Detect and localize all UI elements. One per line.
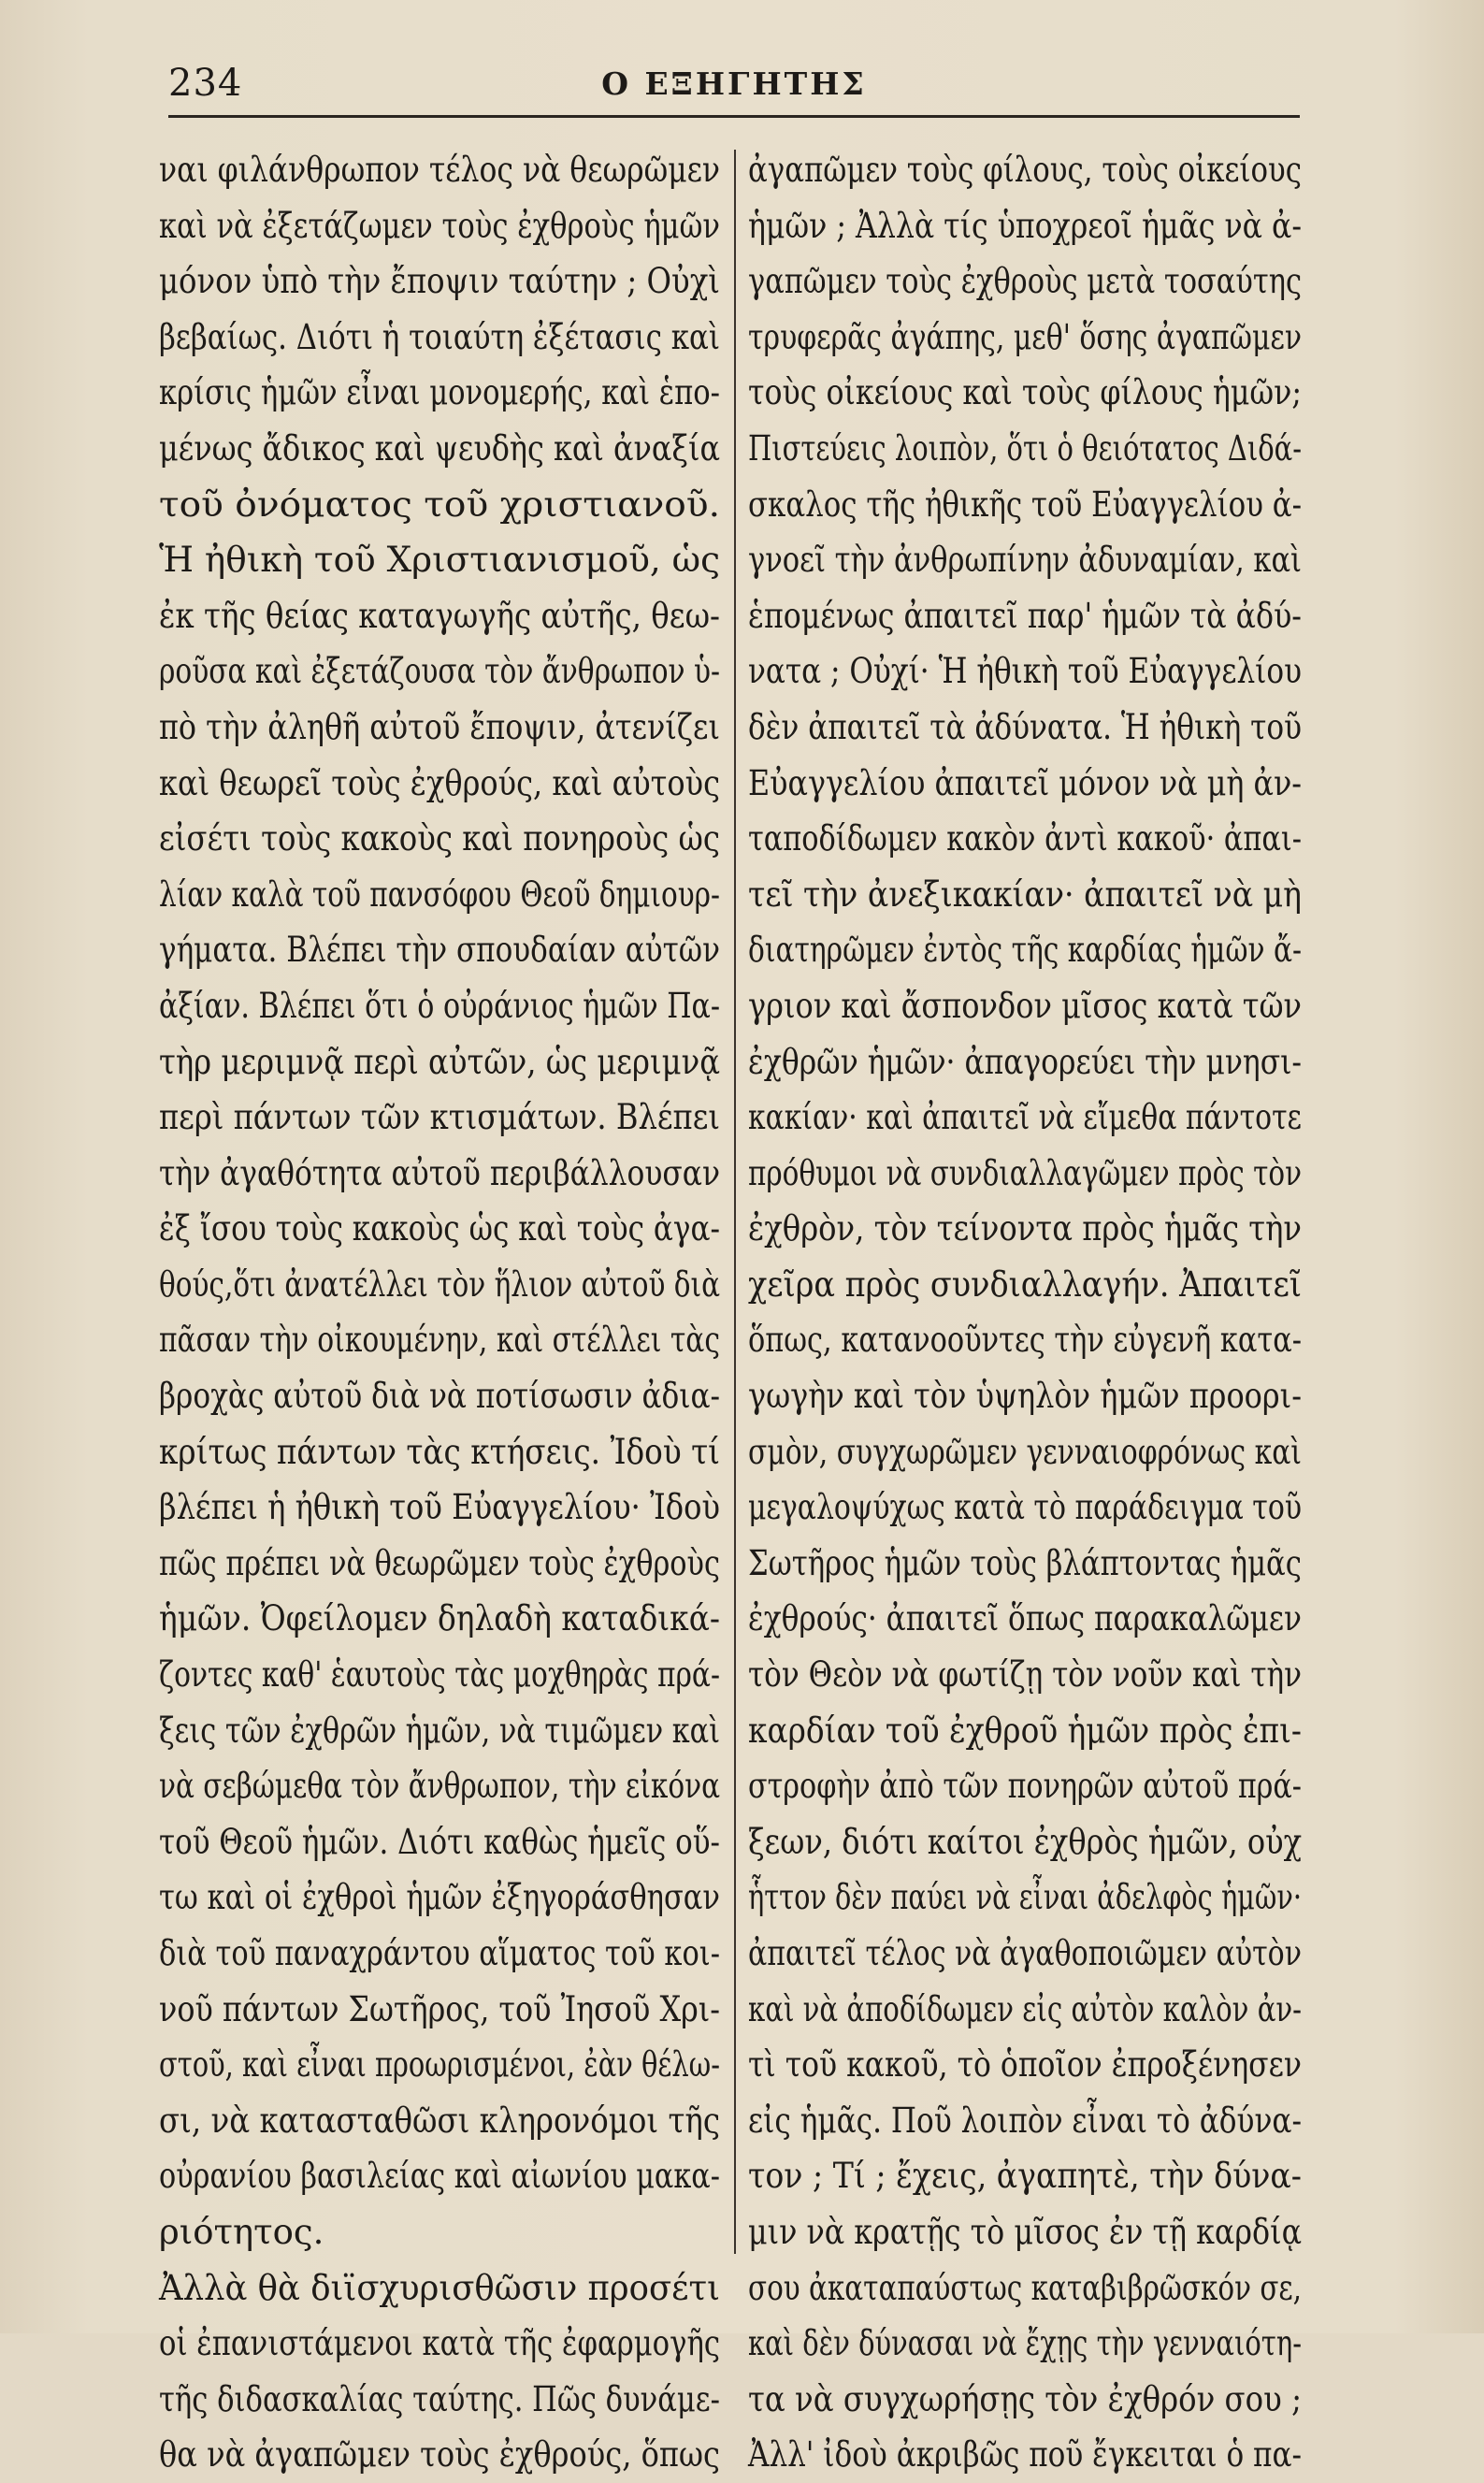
text-line: τρυφερᾶς ἀγάπης, μεθ' ὅσης ἀγαπῶμεν [748,316,1302,357]
text-line: ὅπως, κατανοοῦντες τὴν εὐγενῆ κατα- [748,1320,1302,1361]
text-line: τῆς διδασκαλίας ταύτης. Πῶς δυνάμε- [159,2378,720,2419]
text-line: τὸν Θεὸν νὰ φωτίζῃ τὸν νοῦν καὶ τὴν [748,1654,1302,1696]
text-line: ἐχθρῶν ἡμῶν· ἀπαγορεύει τὴν μνησι- [748,1041,1302,1082]
text-line: ξεις τῶν ἐχθρῶν ἡμῶν, νὰ τιμῶμεν καὶ [159,1710,720,1751]
text-line: οὐρανίου βασιλείας καὶ αἰωνίου μακα- [159,2156,720,2197]
text-line: πρόθυμοι νὰ συνδιαλλαγῶμεν πρὸς τὸν [748,1152,1302,1193]
text-line: ζοντες καθ' ἑαυτοὺς τὰς μοχθηρὰς πρά- [159,1654,720,1696]
text-line: ναι φιλάνθρωπον τέλος νὰ θεωρῶμεν [159,150,720,190]
text-line: καὶ θεωρεῖ τοὺς ἐχθρούς, καὶ αὐτοὺς [159,762,720,803]
running-title: Ο ΕΞΗΓΗΤΗΣ [601,65,867,102]
text-line: νατα ; Οὐχί· Ἡ ἠθικὴ τοῦ Εὐαγγελίου [748,651,1302,692]
text-line: Εὐαγγελίου ἀπαιτεῖ μόνον νὰ μὴ ἀν- [748,762,1302,803]
text-line: γνοεῖ τὴν ἀνθρωπίνην ἀδυναμίαν, καὶ [748,540,1302,581]
text-line: τὴρ μεριμνᾷ περὶ αὐτῶν, ὡς μεριμνᾷ [159,1041,720,1082]
text-line: μεγαλοψύχως κατὰ τὸ παράδειγμα τοῦ [748,1487,1302,1528]
text-line: ἐχθρὸν, τὸν τείνοντα πρὸς ἡμᾶς τὴν [748,1208,1302,1249]
text-line: νὰ σεβώμεθα τὸν ἄνθρωπον, τὴν εἰκόνα [159,1766,720,1807]
text-line: Ἡ ἠθικὴ τοῦ Χριστιανισμοῦ, ὡς [159,540,720,581]
text-line: ἐκ τῆς θείας καταγωγῆς αὐτῆς, θεω- [159,595,720,636]
text-line: καὶ δὲν δύνασαι νὰ ἔχῃς τὴν γενναιότη- [748,2323,1302,2364]
text-line: τον ; Τί ; ἔχεις, ἀγαπητὲ, τὴν δύνα- [748,2156,1302,2197]
text-line: νοῦ πάντων Σωτῆρος, τοῦ Ἰησοῦ Χρι- [159,1988,720,2029]
text-line: εἰς ἡμᾶς. Ποῦ λοιπὸν εἶναι τὸ ἀδύνα- [748,2100,1302,2141]
text-line: κρίσις ἡμῶν εἶναι μονομερής, καὶ ἑπο- [159,372,720,413]
page-number: 234 [168,62,243,105]
text-line: δὲν ἀπαιτεῖ τὰ ἀδύνατα. Ἡ ἠθικὴ τοῦ [748,706,1302,747]
text-line: ἐξ ἴσου τοὺς κακοὺς ὡς καὶ τοὺς ἀγα- [159,1208,720,1249]
text-line: ἀγαπῶμεν τοὺς φίλους, τοὺς οἰκείους [748,150,1302,190]
text-line: πὸ τὴν ἀληθῆ αὐτοῦ ἔποψιν, ἀτενίζει [159,706,720,747]
page-header [140,45,1328,110]
text-line: γριον καὶ ἄσπονδον μῖσος κατὰ τῶν [748,985,1302,1026]
text-line: ροῦσα καὶ ἐξετάζουσα τὸν ἄνθρωπον ὑ- [159,651,720,692]
text-line: εἰσέτι τοὺς κακοὺς καὶ πονηροὺς ὡς [159,818,720,859]
left-column [159,142,725,2483]
text-line: ξεων, διότι καίτοι ἐχθρὸς ἡμῶν, οὐχ [748,1821,1302,1862]
text-line: πᾶσαν τὴν οἰκουμένην, καὶ στέλλει τὰς [159,1320,720,1361]
text-line: τὴν ἀγαθότητα αὐτοῦ περιβάλλουσαν [159,1152,720,1193]
text-line: βεβαίως. Διότι ἡ τοιαύτη ἐξέτασις καὶ [159,316,720,357]
text-line: στοῦ, καὶ εἶναι προωρισμένοι, ἐὰν θέλω- [159,2044,720,2086]
text-line: στροφὴν ἀπὸ τῶν πονηρῶν αὐτοῦ πρά- [748,1766,1302,1807]
text-line: χεῖρα πρὸς συνδιαλλαγήν. Ἀπαιτεῖ [748,1263,1302,1305]
text-line: ἡμῶν ; Ἀλλὰ τίς ὑποχρεοῖ ἡμᾶς νὰ ἀ- [748,205,1302,246]
text-line: Ἀλλ' ἰδοὺ ἀκριβῶς ποῦ ἔγκειται ὁ πα- [748,2434,1302,2476]
text-line: μιν νὰ κρατῇς τὸ μῖσος ἐν τῇ καρδίᾳ [748,2211,1302,2252]
text-line: μένως ἄδικος καὶ ψευδὴς καὶ ἀναξία [159,427,720,469]
text-line: σου ἀκαταπαύστως καταβιβρῶσκόν σε, [748,2267,1302,2308]
text-line: οἱ ἐπανιστάμενοι κατὰ τῆς ἐφαρμογῆς [159,2323,720,2364]
text-line: βροχὰς αὐτοῦ διὰ νὰ ποτίσωσιν ἀδια- [159,1376,720,1417]
text-line: τα νὰ συγχωρήσῃς τὸν ἐχθρόν σου ; [748,2378,1302,2419]
text-line: καὶ νὰ ἐξετάζωμεν τοὺς ἐχθροὺς ἡμῶν [159,205,720,246]
text-line: ἀπαιτεῖ τέλος νὰ ἀγαθοποιῶμεν αὐτὸν [748,1933,1302,1973]
text-line: βλέπει ἡ ἠθικὴ τοῦ Εὐαγγελίου· Ἰδοὺ [159,1487,720,1528]
text-line: ἀξίαν. Βλέπει ὅτι ὁ οὐράνιος ἡμῶν Πα- [159,985,720,1026]
text-line: περὶ πάντων τῶν κτισμάτων. Βλέπει [159,1097,720,1138]
column-divider [734,150,736,2254]
header-rule [168,115,1300,118]
text-line: πῶς πρέπει νὰ θεωρῶμεν τοὺς ἐχθροὺς [159,1542,720,1583]
text-line: θα νὰ ἀγαπῶμεν τοὺς ἐχθρούς, ὅπως [159,2434,720,2476]
text-line: ἡμῶν. Ὀφείλομεν δηλαδὴ καταδικά- [159,1598,720,1639]
text-line: καὶ νὰ ἀποδίδωμεν εἰς αὐτὸν καλὸν ἀν- [748,1988,1302,2029]
text-line: τὶ τοῦ κακοῦ, τὸ ὁποῖον ἐπροξένησεν [748,2044,1302,2086]
text-line: καρδίαν τοῦ ἐχθροῦ ἡμῶν πρὸς ἐπι- [748,1710,1302,1751]
text-line: σμὸν, συγχωρῶμεν γενναιοφρόνως καὶ [748,1431,1302,1472]
text-line: γωγὴν καὶ τὸν ὑψηλὸν ἡμῶν προορι- [748,1376,1302,1417]
text-line: θούς,ὅτι ἀνατέλλει τὸν ἥλιον αὐτοῦ διὰ [159,1263,720,1305]
text-line: Ἀλλὰ θὰ διϊσχυρισθῶσιν προσέτι [159,2267,720,2308]
text-line: ἑπομένως ἀπαιτεῖ παρ' ἡμῶν τὰ ἀδύ- [748,595,1302,636]
text-line: σι, νὰ κατασταθῶσι κληρονόμοι τῆς [159,2100,720,2141]
text-line: ἧττον δὲν παύει νὰ εἶναι ἀδελφὸς ἡμῶν· [748,1877,1302,1918]
text-line: γήματα. Βλέπει τὴν σπουδαίαν αὐτῶν [159,930,720,971]
text-line: τοῦ Θεοῦ ἡμῶν. Διότι καθὼς ἡμεῖς οὕ- [159,1821,720,1862]
text-line: μόνον ὑπὸ τὴν ἔποψιν ταύτην ; Οὐχὶ [159,261,720,302]
text-line: γαπῶμεν τοὺς ἐχθροὺς μετὰ τοσαύτης [748,261,1302,302]
text-line: Σωτῆρος ἡμῶν τοὺς βλάπτοντας ἡμᾶς [748,1542,1302,1583]
text-line: τοῦ ὀνόματος τοῦ χριστιανοῦ. [159,484,720,525]
text-line: κακίαν· καὶ ἀπαιτεῖ νὰ εἴμεθα πάντοτε [748,1097,1302,1138]
text-line: ριότητος. [159,2211,324,2252]
text-line: τω καὶ οἱ ἐχθροὶ ἡμῶν ἐξηγοράσθησαν [159,1877,720,1918]
text-line: τοὺς οἰκείους καὶ τοὺς φίλους ἡμῶν; [748,372,1302,413]
text-line: διὰ τοῦ παναχράντου αἵματος τοῦ κοι- [159,1933,720,1973]
text-line: σκαλος τῆς ἠθικῆς τοῦ Εὐαγγελίου ἀ- [748,484,1302,525]
text-line: Πιστεύεις λοιπὸν, ὅτι ὁ θειότατος Διδά- [748,427,1302,469]
text-line: κρίτως πάντων τὰς κτήσεις. Ἰδοὺ τί [159,1431,720,1472]
text-line: λίαν καλὰ τοῦ πανσόφου Θεοῦ δημιουρ- [159,873,720,915]
text-line: ἐχθρούς· ἀπαιτεῖ ὅπως παρακαλῶμεν [748,1598,1302,1639]
right-column [748,142,1307,2483]
text-line: τεῖ τὴν ἀνεξικακίαν· ἀπαιτεῖ νὰ μὴ [748,873,1302,915]
text-line: διατηρῶμεν ἐντὸς τῆς καρδίας ἡμῶν ἄ- [748,930,1302,971]
text-line: ταποδίδωμεν κακὸν ἀντὶ κακοῦ· ἀπαι- [748,818,1302,859]
